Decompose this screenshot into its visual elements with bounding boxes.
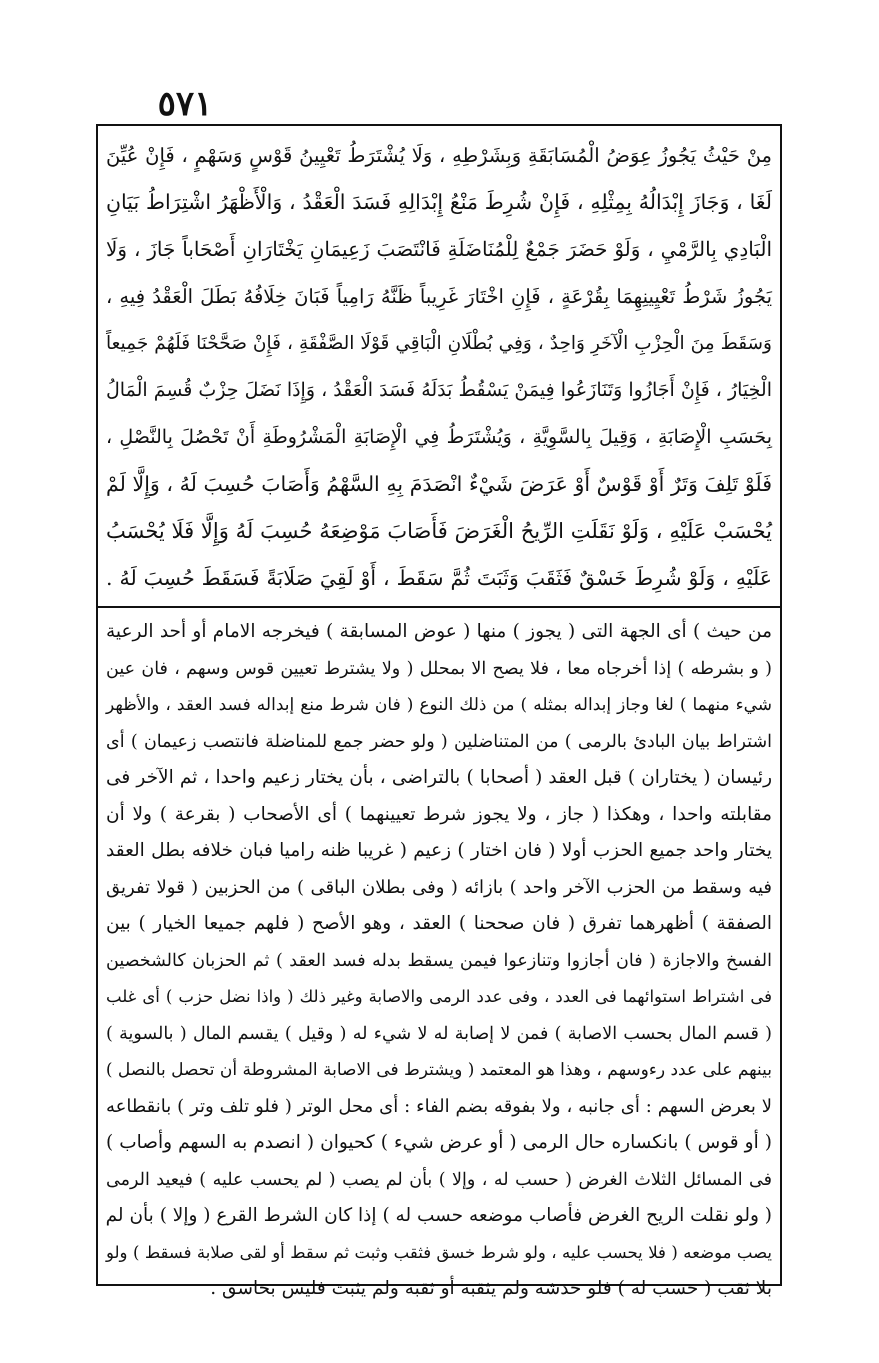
main-text-line: يَجُوزُ شَرْطُ تَعْيِينِهِمَا بِقُرْعَةٍ ، فَإِنِ اخْتَارَ غَرِيباً ظَنَّهُ رَامِياً فَبَانَ خِلَافُهُ بَطَلَ الْعَقْدُ فِيهِ ، [106,285,772,308]
page-number: ٥٧١ [157,84,213,124]
commentary-line: اشتراط بيان البادئ بالرمى ) من المتناضلين ( ولو حضر جمع للمناضلة فانتصب زعيمان ) أى [106,731,772,752]
commentary-line: بينهم على عدد رءوسهم ، وهذا هو المعتمد ( ويشترط فى الاصابة المشروطة أن تحصل بالنصل ) [105,1060,772,1080]
commentary-line: ( ولو نقلت الريح الغرض فأصاب موضعه حسب له ) إذا كان الشرط القرع ( وإلا ) بأن لم [105,1205,772,1226]
main-text-line: عَلَيْهِ ، وَلَوْ شُرِطَ خَسْقٌ فَثَقَبَ وَثَبَتَ ثُمَّ سَقَطَ ، أَوْ لَقِيَ صَلَابَةً فَسَقَطَ حُسِبَ لَهُ . [106,566,772,590]
commentary-line: يصب موضعه ( فلا يحسب عليه ، ولو شرط خسق فثقب وثبت ثم سقط أو لقى صلابة فسقط ) ولو [106,1242,772,1262]
commentary-line: فى المسائل الثلاث الغرض ( حسب له ، وإلا ) بأن لم يصب ( لم يحسب عليه ) فيعيد الرمى [106,1169,772,1190]
main-text-line: يُحْسَبْ عَلَيْهِ ، وَلَوْ نَقَلَتِ الرِّيحُ الْغَرَضَ فَأَصَابَ مَوْضِعَهُ حُسِبَ لَهُ وَإِلَّا فَلَا يُحْسَبُ [106,519,772,543]
commentary-line: يختار واحد جميع الحزب أولا ( فان اختار ) زعيم ( غريبا ظنه راميا فبان خلافه بطل العقد [106,840,772,861]
main-text-line: الْخِيَارُ ، فَإِنْ أَجَازُوا وَتَنَازَعُوا فِيمَنْ يَسْقُطُ بَدَلَهُ فَسَدَ الْعَقْدُ ، وَإِذَا نَضَلَ حِزْبٌ قُسِمَ الْمَالُ [106,379,772,401]
main-text-line: فَلَوْ تَلِفَ وَتَرٌ أَوْ قَوْسٌ أَوْ عَرَضَ شَيْءٌ انْصَدَمَ بِهِ السَّهْمُ وَأَصَابَ حُسِبَ لَهُ ، وَإِلَّا لَمْ [106,472,772,496]
commentary-line: ( قسم المال بحسب الاصابة ) فمن لا إصابة له لا شيء له ( وقيل ) يقسم المال ( بالسوية ) [106,1023,772,1044]
commentary-text [105,614,772,1299]
commentary-line: شيء منهما ) لغا وجاز إبداله بمثله ) من ذلك النوع ( فان شرط منع إبداله فسد العقد ، والأظهر [106,695,772,715]
commentary-line: لا بعرض السهم : أى جانبه ، ولا بفوقه بضم الفاء : أى محل الوتر ( فلو تلف وتر ) بانقطاعه [106,1095,772,1117]
main-text-line: لَغَا ، وَجَازَ إِبْدَالُهُ بِمِثْلِهِ ، فَإِنْ شُرِطَ مَنْعُ إِبْدَالِهِ فَسَدَ الْعَقْدُ ، وَالْأَظْهَرُ اشْتِرَاطُ بَيَانِ [106,190,772,214]
commentary-line: مقابلته واحدا ، وهكذا ( جاز ، ولا يجوز شرط تعيينهما ) أى الأصحاب ( بقرعة ) ولا أن [106,803,772,825]
commentary-line: ( و بشرطه ) إذا أخرجاه معا ، فلا يصح الا بمحلل ( ولا يشترط تعيين قوس وسهم ، فان عين [106,658,772,679]
commentary-line: رئيسان ( يختاران ) قبل العقد ( أصحابا ) بالتراضى ، بأن يختار زعيم واحدا ، ثم الآخر فى [106,767,772,788]
commentary-line: ( أو قوس ) بانكساره حال الرمى ( أو عرض شيء ) كحيوان ( انصدم به السهم وأصاب ) [106,1132,772,1153]
commentary-line: بلا ثقب ( حسب له ) فلو خدشه ولم يثقبه أو ثقبه ولم يثبت فليس بخاسق . [210,1278,772,1299]
main-text-line: مِنْ حَيْثُ يَجُوزُ عِوَضُ الْمُسَابَقَةِ وَبِشَرْطِهِ ، وَلَا يُشْتَرَطُ تَعْيِينُ قَوْسٍ وَسَهْمٍ ، فَإِنْ عُيِّنَ [106,144,772,167]
main-text-line: وَسَقَطَ مِنَ الْحِزْبِ الْآخَرِ وَاحِدٌ ، وَفِي بُطْلَانِ الْبَاقِي قَوْلَا الصَّفْقَةِ ، فَإِنْ صَحَّحْنَا فَلَهُمْ جَمِيعاً [106,333,772,354]
commentary-line: فيه وسقط من الحزب الآخر واحد ) بازائه ( وفى بطلان الباقى ) من الحزبين ( قولا تفريق [106,876,772,898]
commentary-line: الفسخ والاجازة ( فان أجازوا وتنازعوا فيمن يسقط بدله فسد العقد ) ثم الحزبان كالشخصين [106,950,772,971]
commentary-line: الصفقة ) أظهرهما تفرق ( فان صححنا ) العقد ، وهو الأصح ( فلهم جميعا الخيار ) بين [106,913,772,934]
section-divider [96,606,782,608]
commentary-line: فى اشتراط استوائهما فى العدد ، وفى عدد الرمى والاصابة وغير ذلك ( واذا نضل حزب ) أى غلب [106,987,772,1006]
main-text-line: بِحَسَبِ الْإِصَابَةِ ، وَقِيلَ بِالسَّوِيَّةِ ، وَيُشْتَرَطُ فِي الْإِصَابَةِ الْمَشْرُوطَةِ أَنْ تَحْصُلَ بِالنَّصْلِ ، [106,426,772,448]
main-text-line: الْبَادِي بِالرَّمْيِ ، وَلَوْ حَضَرَ جَمْعٌ لِلْمُنَاضَلَةِ فَانْتَصَبَ زَعِيمَانِ يَخْتَارَانِ أَصْحَاباً جَازَ ، وَلَا [106,237,772,261]
commentary-line: من حيث ) أى الجهة التى ( يجوز ) منها ( عوض المسابقة ) فيخرجه الامام أو أحد الرعية [106,621,772,642]
main-text [106,132,772,602]
